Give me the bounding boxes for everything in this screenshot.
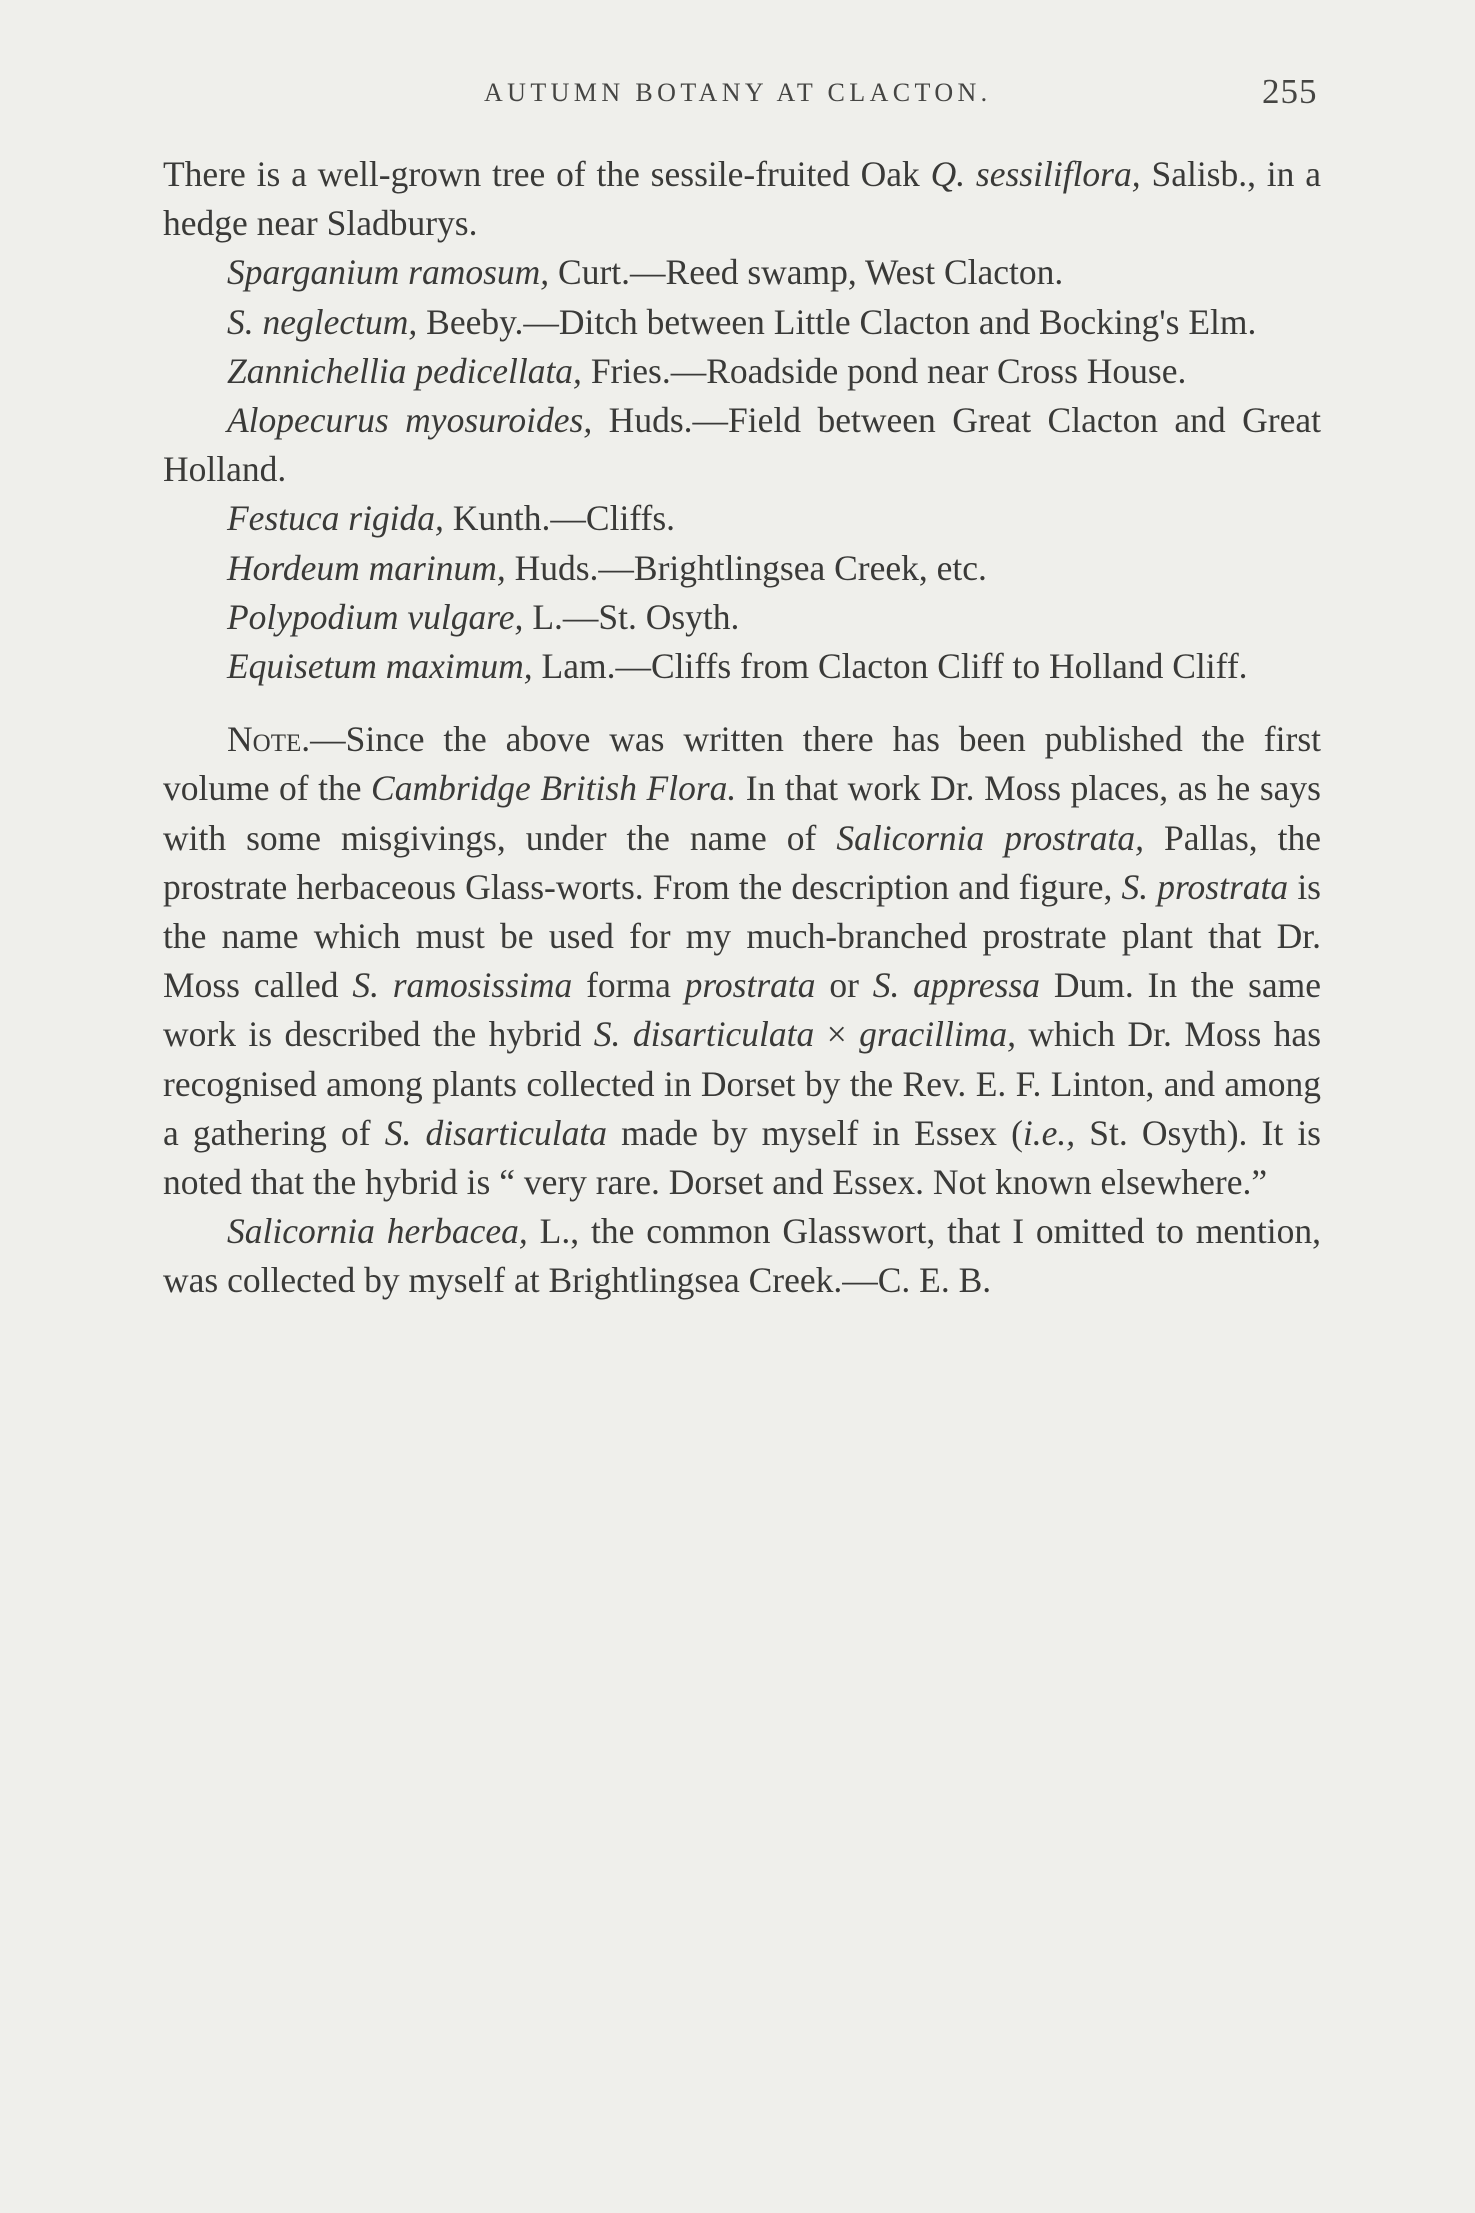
note-text: made by myself in Essex ( <box>606 1112 1023 1153</box>
species-name: Sparganium ramosum, <box>227 252 550 293</box>
running-title: AUTUMN BOTANY AT CLACTON. <box>484 78 992 107</box>
note-text: St. Osyth). It is noted that the hybrid is “ very rare. Dorset and Essex. Not known elsewhere.” <box>163 1112 1322 1203</box>
species-locality: Fries.—Roadside pond near Cross House. <box>581 350 1187 391</box>
species-entry-polypodium <box>163 593 1321 642</box>
note-text: × <box>814 1014 860 1055</box>
species-entry-festuca <box>163 494 1321 543</box>
species-entry-alopecurus <box>163 396 1321 494</box>
page-number: 255 <box>1262 72 1318 111</box>
abbreviation: i.e., <box>1022 1112 1076 1153</box>
note-paragraph <box>163 715 1321 1207</box>
species-name: Hordeum marinum, <box>227 547 506 588</box>
species-locality: Huds.—Field between Great Clacton and Great Holland. <box>163 400 1321 490</box>
note-text: forma <box>572 965 685 1006</box>
species-name: Festuca rigida, <box>227 498 444 539</box>
species-name: Zannichellia pedicellata, <box>227 350 582 391</box>
species-name: gracillima, <box>859 1014 1016 1055</box>
note-text: is the name which must be used for my much-branched prostrate plant that Dr. Moss called <box>163 866 1321 1006</box>
species-name: S. disarticulata <box>384 1112 607 1153</box>
species-name: S. appressa <box>872 965 1041 1006</box>
note-text: or <box>815 965 873 1006</box>
running-head <box>0 72 1475 122</box>
oak-species-name: Q. sessiliflora, <box>930 154 1141 194</box>
species-name: S. ramosissima <box>352 965 573 1006</box>
note-text: —Since the above was written there has been published the first volume of the <box>163 719 1321 809</box>
species-name: prostrata <box>684 965 816 1006</box>
species-name: Alopecurus myosuroides, <box>227 400 593 441</box>
species-entry-hordeum <box>163 544 1321 593</box>
note-text: which Dr. Moss has recognised among plants collected in Dorset by the Rev. E. F. Linton, and among a gathering of <box>163 1014 1322 1153</box>
oak-paragraph <box>163 150 1321 248</box>
oak-location: Salisb., in a hedge near Sladburys. <box>163 154 1321 244</box>
final-text: L., the common Glasswort, that I omitted to mention, was collected by myself at Brightlingsea Creek.—C. E. B. <box>163 1211 1321 1301</box>
species-locality: Curt.—Reed swamp, West Clacton. <box>549 252 1064 293</box>
species-entry-equisetum <box>163 642 1321 691</box>
book-title: Cambridge British Flora. <box>371 768 737 809</box>
species-locality: Kunth.—Cliffs. <box>443 498 676 539</box>
species-locality: Lam.—Cliffs from Clacton Cliff to Holland Cliff. <box>532 646 1248 687</box>
species-locality: Beeby.—Ditch between Little Clacton and Bocking's Elm. <box>417 301 1257 342</box>
species-name: S. prostrata <box>1121 866 1289 907</box>
species-entry-zannichellia <box>163 347 1321 396</box>
oak-text: There is a well-grown tree of the sessile-fruited Oak <box>163 154 931 194</box>
note-text: In that work Dr. Moss places, as he says with some misgivings, under the name of <box>163 768 1321 858</box>
species-locality: Huds.—Brightlingsea Creek, etc. <box>505 547 987 588</box>
final-paragraph <box>163 1207 1321 1305</box>
species-name: Equisetum maximum, <box>227 646 533 687</box>
species-entry-sparganium-neglectum <box>163 298 1321 347</box>
note-text: Pallas, the prostrate herbaceous Glass-worts. From the description and figure, <box>163 817 1322 907</box>
species-name: Salicornia prostrata, <box>836 817 1144 858</box>
species-entry-sparganium-ramosum <box>163 248 1321 297</box>
note-text: Dum. In the same work is described the hybrid <box>163 965 1322 1055</box>
species-name: S. disarticulata <box>593 1014 815 1055</box>
body-text <box>163 150 1321 1306</box>
species-name: Salicornia herbacea, <box>227 1211 528 1252</box>
note-label: Note. <box>227 719 311 760</box>
species-locality: L.—St. Osyth. <box>523 596 740 637</box>
species-name: Polypodium vulgare, <box>227 596 524 637</box>
species-name: S. neglectum, <box>227 301 418 342</box>
